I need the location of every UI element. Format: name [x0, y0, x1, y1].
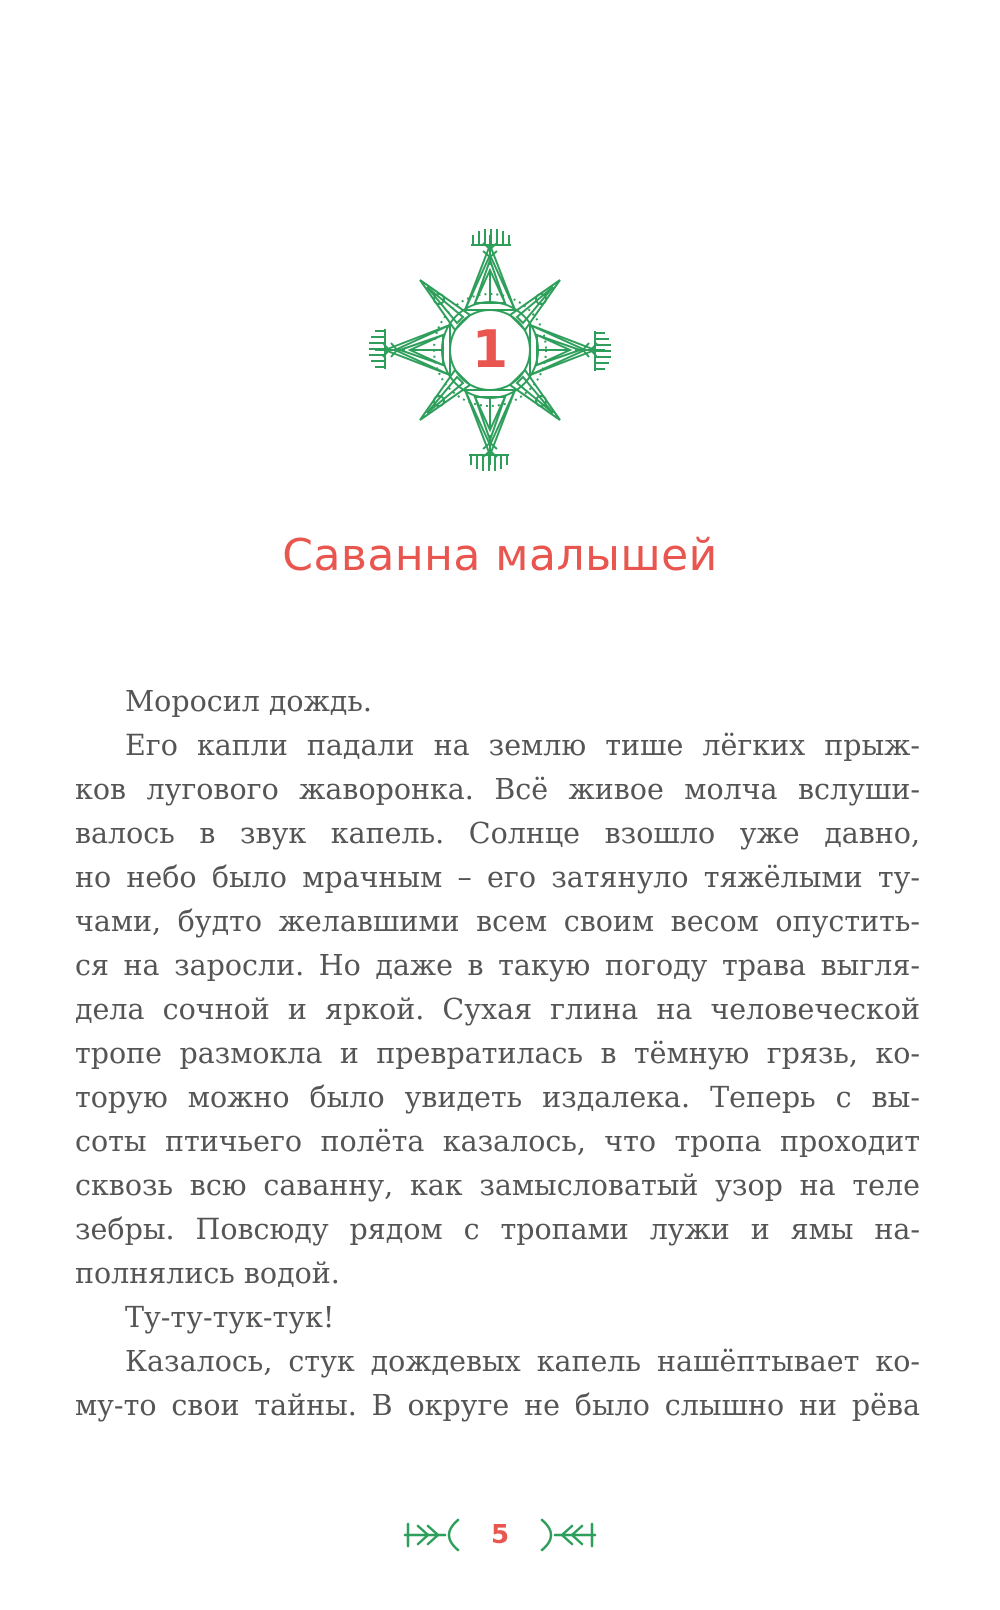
text-line: Моросил дождь.	[125, 685, 372, 718]
page-footer	[400, 1510, 600, 1560]
chapter-text	[75, 680, 920, 1428]
chapter-title: Саванна малышей	[282, 530, 718, 581]
text-line: тропе размокла и превратилась в тёмную грязь, ко-	[75, 1037, 920, 1070]
text-line: соты птичьего полёта казалось, что тропа проходит	[75, 1125, 920, 1158]
text-line: Его капли падали на землю тише лёгких прыж-	[125, 729, 920, 762]
text-line: но небо было мрачным – его затянуло тяжёлыми ту-	[75, 861, 920, 894]
text-line: Казалось, стук дождевых капель нашёптывает ко-	[125, 1345, 920, 1378]
text-line: Ту-ту-тук-тук!	[125, 1301, 335, 1334]
text-line: торую можно было увидеть издалека. Теперь с вы-	[75, 1081, 920, 1114]
chapter-ornament	[355, 215, 625, 485]
text-line: полнялись водой.	[75, 1257, 340, 1290]
text-line: ся на заросли. Но даже в такую погоду трава выгля-	[75, 949, 920, 982]
chapter-number: 1	[471, 320, 509, 380]
text-line: дела сочной и яркой. Сухая глина на человеческой	[75, 993, 920, 1026]
text-line: ков лугового жаворонка. Всё живое молча вслуши-	[75, 773, 920, 806]
text-line: чами, будто желавшими всем своим весом опустить-	[75, 905, 920, 938]
text-line: валось в звук капель. Солнце взошло уже давно,	[75, 817, 920, 850]
page-number: 5	[490, 1520, 510, 1550]
text-line: зебры. Повсюду рядом с тропами лужи и ямы на-	[75, 1213, 920, 1246]
text-line: сквозь всю саванну, как замысловатый узор на теле	[75, 1169, 920, 1202]
text-line: му-то свои тайны. В округе не было слышно ни рёва	[75, 1389, 920, 1422]
